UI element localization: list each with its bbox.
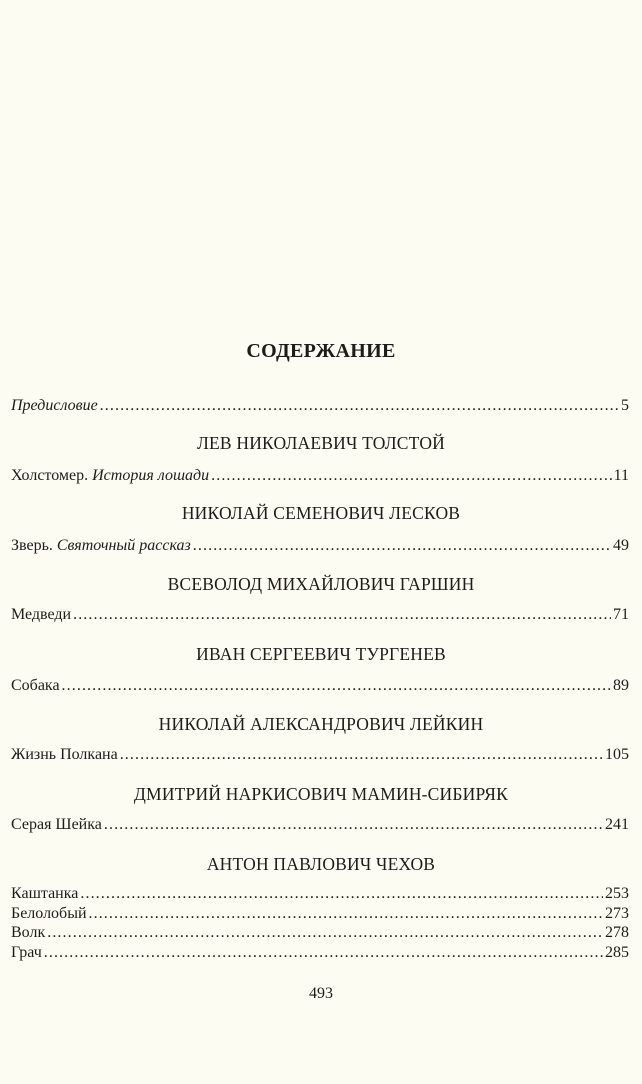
entry-title: Собака: [11, 677, 60, 694]
toc-entry: [11, 466, 629, 486]
toc-entry: [11, 676, 629, 696]
author-heading: ЛЕВ НИКОЛАЕВИЧ ТОЛСТОЙ: [196, 433, 446, 453]
dot-leader: [47, 923, 603, 943]
dot-leader: [193, 536, 611, 556]
dot-leader: [89, 904, 604, 924]
author-heading: ИВАН СЕРГЕЕВИЧ ТУРГЕНЕВ: [196, 644, 446, 664]
entry-page-number: 89: [613, 677, 629, 694]
dot-leader: [73, 605, 611, 625]
entry-title: Предисловие: [11, 397, 98, 414]
entry-page-number: 273: [605, 905, 629, 922]
entry-title: Каштанка: [11, 885, 79, 902]
author-heading: ВСЕВОЛОД МИХАЙЛОВИЧ ГАРШИН: [167, 574, 475, 594]
entry-title: Белолобый: [11, 905, 87, 922]
author-heading: АНТОН ПАВЛОВИЧ ЧЕХОВ: [206, 854, 436, 874]
toc-entry: [11, 745, 629, 765]
entry-title: Серая Шейка: [11, 816, 102, 833]
entry-subtitle: Святочный рассказ: [56, 537, 191, 554]
dot-leader: [62, 676, 611, 696]
entry-page-number: 105: [605, 746, 629, 763]
entry-title: Грач: [11, 944, 42, 961]
toc-entry: [11, 536, 629, 556]
entry-title: Медведи: [11, 606, 72, 623]
entry-title: Волк: [11, 924, 46, 941]
entry-page-number: 285: [605, 944, 629, 961]
dot-leader: [44, 943, 603, 963]
dot-leader: [80, 884, 603, 904]
entry-page-number: 5: [621, 397, 629, 414]
toc-entry: [11, 884, 629, 904]
dot-leader: [104, 815, 603, 835]
dot-leader: [100, 396, 619, 416]
toc-entry: [11, 943, 629, 963]
dot-leader: [120, 745, 603, 765]
entry-page-number: 11: [613, 467, 629, 484]
entry-subtitle: История лошади: [92, 467, 210, 484]
entry-page-number: 278: [605, 924, 629, 941]
dot-leader: [211, 466, 611, 486]
entry-page-number: 241: [605, 816, 629, 833]
author-heading: НИКОЛАЙ АЛЕКСАНДРОВИЧ ЛЕЙКИН: [158, 714, 484, 734]
entry-title: Зверь.: [11, 537, 57, 554]
author-heading: ДМИТРИЙ НАРКИСОВИЧ МАМИН-СИБИРЯК: [133, 784, 509, 804]
page-number: 493: [309, 985, 333, 1002]
entry-page-number: 49: [613, 537, 629, 554]
entry-title: Жизнь Полкана: [11, 746, 118, 763]
toc-entry: [11, 605, 629, 625]
author-heading: НИКОЛАЙ СЕМЕНОВИЧ ЛЕСКОВ: [181, 503, 461, 523]
toc-entry: [11, 815, 629, 835]
entry-title: Холстомер.: [11, 467, 93, 484]
toc-entry: [11, 904, 629, 924]
toc-entry-preface: [11, 396, 629, 416]
entry-page-number: 71: [613, 606, 629, 623]
toc-entry: [11, 923, 629, 943]
toc-heading: СОДЕРЖАНИЕ: [246, 340, 396, 362]
entry-page-number: 253: [605, 885, 629, 902]
